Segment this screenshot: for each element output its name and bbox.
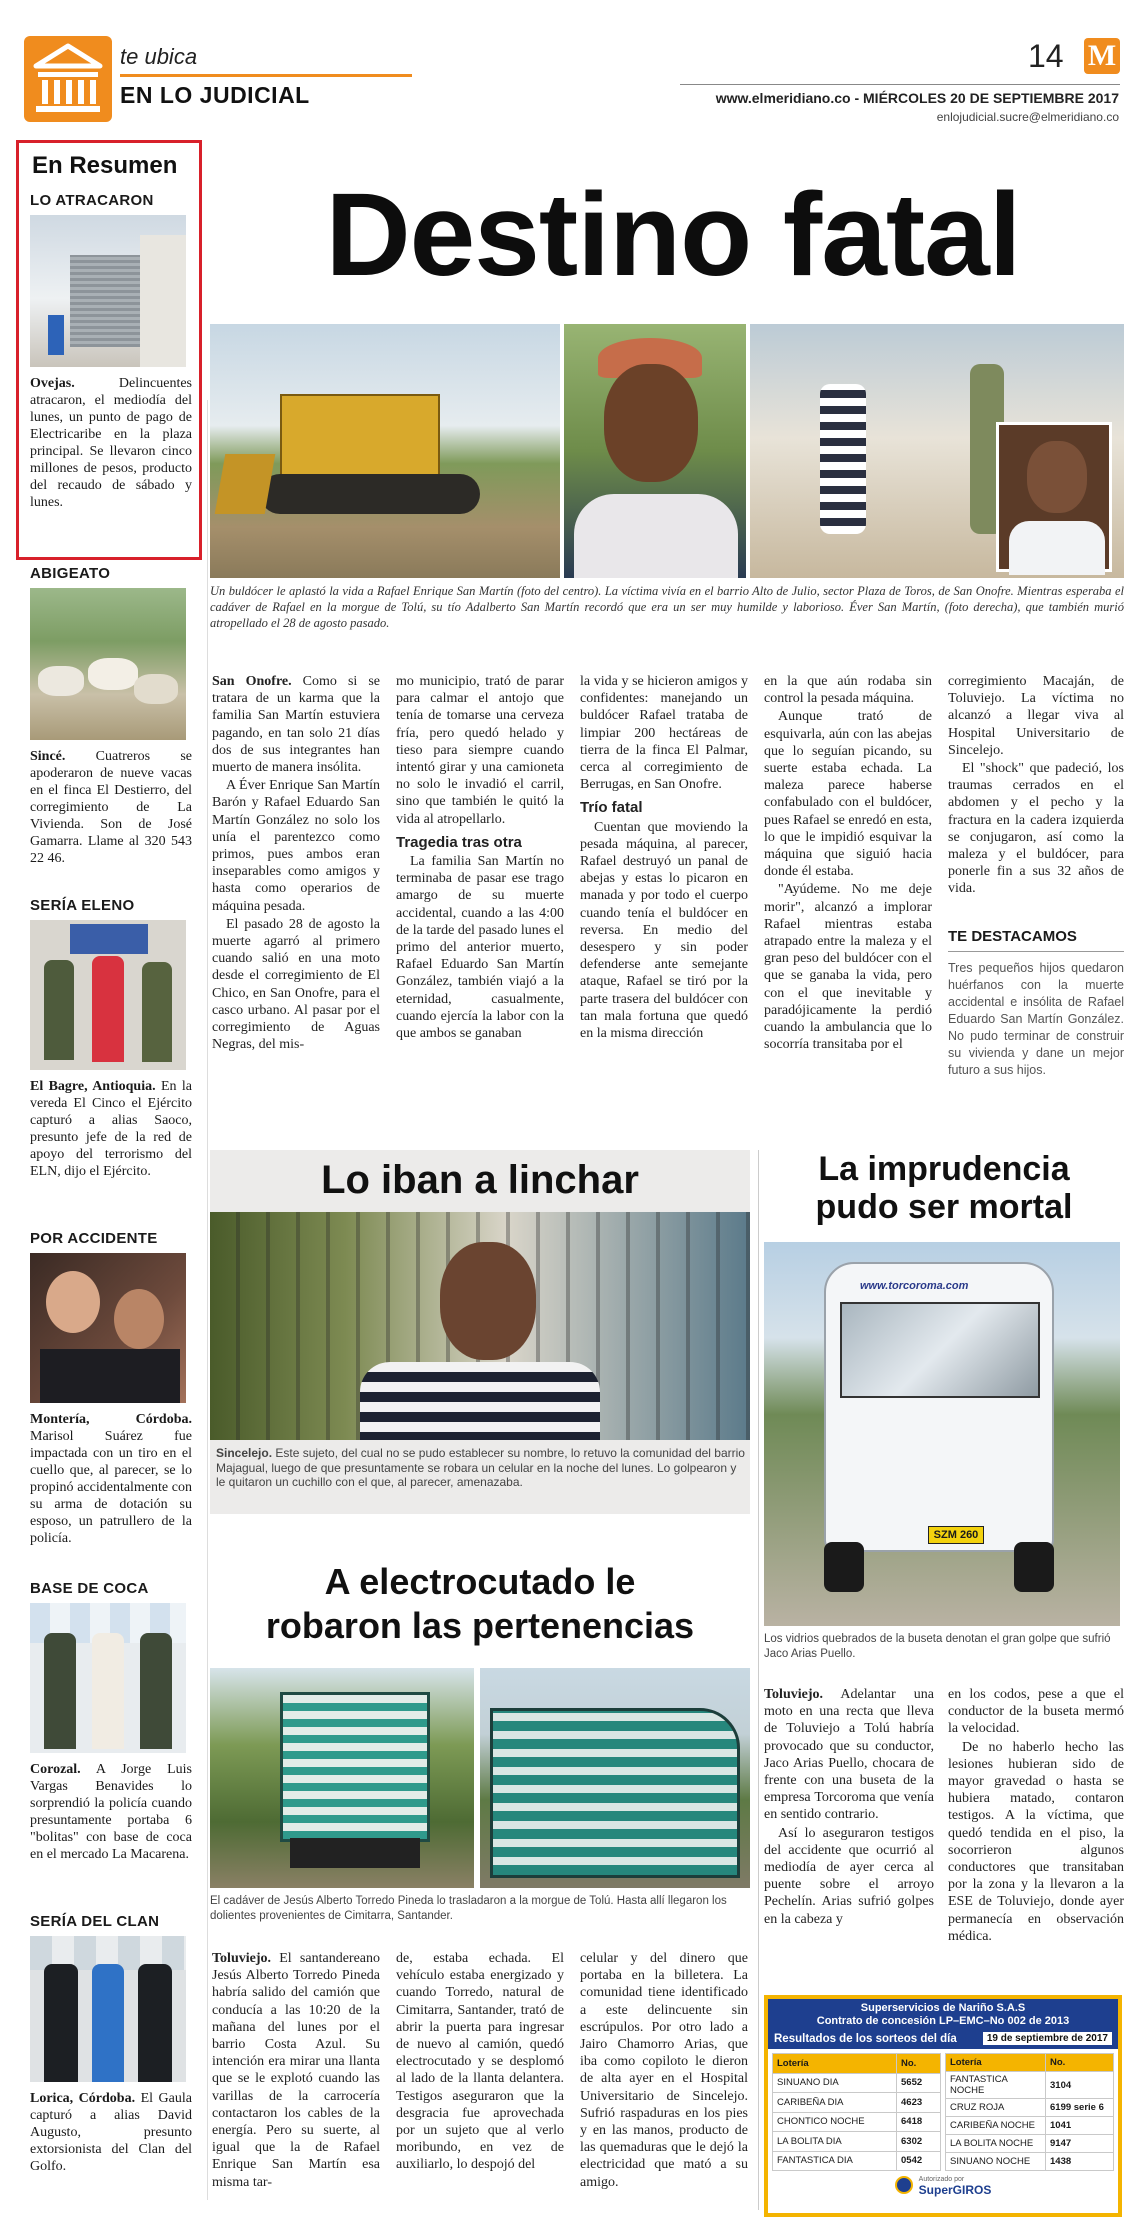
photo-inset-ever [996, 422, 1112, 572]
sidebar-text: Lorica, Córdoba. El Gaula capturó a alias David Augusto, presunto extorsionista del Clan del Golfo. [30, 2091, 192, 2174]
photo-truck-1 [210, 1668, 474, 1888]
linchar-caption: Sincelejo. Este sujeto, del cual no se pudo establecer su nombre, lo retuvo la comunidad del barrio Majagual, luego de que presuntamente se robara un celular en la noche del lunes. Lo golpearon y le quitaron un cuchillo con el que, al parecer, amenazaba. [216, 1446, 745, 1489]
electro-col-2: de, estaba echada. El vehículo estaba energizado y cuando Torredo, natural de Cimitarra, Santander, trató de abrir la puerta para ingresar de nuevo al camión, quedó electrocutado y se desplomó al lado de la llanta delantera. Testigos aseguraron que la desgracia fue aprovechada por un sujeto que al verlo moribundo, en vez de auxiliarlo, lo despojó del [396, 1951, 564, 2173]
linchar-box [210, 1150, 750, 1514]
photo-bulldozer [210, 324, 560, 578]
sidebar-item-por-accidente [30, 1230, 192, 1547]
photo-gaula-capture [30, 1936, 186, 2082]
main-col-2: mo municipio, trató de parar para calmar el antojo que tenía de tomarse una cerveza fría, pero quedó helado y tieso para siempre cuando intentó girar y una camioneta no solo le invadió el carril, sino que también le quitó la vida al atropellarlo. Tragedia tras otra La familia San Martín no terminaba de pasar ese trago amargo de su muerte accidental, cuando a las 4:00 de la tarde del pasado lunes el primo del anterior muerto, Rafael Eduardo San Martín González, también viajó a la eternidad, casualmente, cuando ejercía la labor con la que ambos se ganaban [396, 674, 564, 1042]
sidebar-head: SERÍA DEL CLAN [30, 1913, 160, 1930]
photo-truck-2 [480, 1668, 750, 1888]
sidebar-text: El Bagre, Antioquia. En la vereda El Cinco el Ejército capturó a alias Saoco, presunto jefe de la red de apoyo del terrorismo del ELN, dijo el Ejército. [30, 1079, 192, 1179]
photo-street-ever [750, 324, 1124, 578]
lottery-contract: Contrato de concesión LP–EMC–No 002 de 2013 [816, 2015, 1070, 2027]
main-col-3: la vida y se hicieron amigos y confidentes: manejando un buldócer Rafael trataba de limpiar 200 hectáreas de tierra de la finca El Palmar, cerca al corregimiento de Berrugas, en San Onofre. Trío fatal Cuentan que moviendo la pesada máquina, al parecer, Rafael destruyó un panal de abejas y estas lo picaron en manada y por todo el cuerpo cuando tenía el buldócer en reversa. En medio del desespero y sin poder defenderse ante semejante ataque, Rafael se tiró por la parte trasera del buldócer con tan mala fortuna que quedó en la misma dirección [580, 674, 748, 1042]
lottery-results-row [768, 2030, 1118, 2049]
lottery-date: 19 de septiembre de 2017 [983, 2032, 1112, 2045]
photo-detained-man [210, 1212, 750, 1440]
te-destacamos-title: TE DESTACAMOS [948, 928, 1124, 952]
subhead-tragedia: Tragedia tras otra [396, 833, 522, 851]
lottery-row: SINUANO DIA 5652 [773, 2073, 941, 2093]
section-title: EN LO JUDICIAL [120, 82, 310, 108]
photo-army-capture [30, 920, 186, 1070]
page-number: 14 [1028, 38, 1064, 74]
sidebar-head: BASE DE COCA [30, 1580, 149, 1597]
header-right-rule [680, 84, 1120, 85]
photo-couple [30, 1253, 186, 1403]
sidebar-item-seria-eleno [30, 897, 192, 1180]
courthouse-icon [24, 36, 112, 122]
imprudencia-col-2: en los codos, pese a que el conductor de la buseta mermó la velocidad. De no haberlo hecho las lesiones hubieran sido de mayor gravedad o hasta se hubiera matado, contaron testigos. A la víctima, que quedó tendida en el piso, la socorrieron algunos conductores que transitaban por la zona y la llevaron a la ESE de Toluviejo, donde ayer permanecía en observación médica. [948, 1687, 1124, 1944]
sidebar-title: En Resumen [32, 152, 178, 179]
van-brand: www.torcoroma.com [860, 1280, 969, 1292]
lottery-row: LA BOLITA DIA 6302 [773, 2132, 941, 2152]
lottery-results-label: Resultados de los sorteos del día [774, 2032, 957, 2045]
sidebar-item-base-de-coca [30, 1580, 192, 1863]
main-photo-caption: Un buldócer le aplastó la vida a Rafael Enrique San Martín (foto del centro). La víctima vivía en el barrio Alto de Julio, sector Plaza de Toros, de San Onofre. Mientras esperaba el cadáver de Rafael en la morgue de Tolú, su tío Adalberto San Martín recordó que era un ser muy humilde y laborioso. Éver San Martín, (foto derecha), que también murió atropellado el 28 de agosto pasado. [210, 584, 1124, 630]
lottery-header [768, 1999, 1118, 2030]
imprudencia-caption: Los vidrios quebrados de la buseta denotan el gran golpe que sufrió Jaco Arias Puello. [764, 1633, 1111, 1660]
sidebar-head: SERÍA ELENO [30, 897, 135, 914]
te-destacamos-box [948, 928, 1124, 1079]
electro-col-1: Toluviejo. El santandereano Jesús Alberto Torredo Pineda habría salido del camión que conducía a las 10:20 de la mañana del lunes por el barrio Costa Azul. Su intención era mirar una llanta que se le explotó cuando las varillas de la carrocería contactaron los cables de la energía. Pero su suerte, al igual que la de Rafael Enrique San Martín esa misma tar- [212, 1951, 380, 2190]
meridiano-logo [1084, 38, 1120, 74]
sidebar-divider [207, 400, 208, 2200]
imprudencia-title: La imprudencia pudo ser mortal [815, 1150, 1073, 1226]
sidebar-place: Ovejas. [30, 376, 75, 391]
supergiros-name: SuperGIROS [918, 2183, 992, 2197]
right-block-divider [758, 1150, 759, 2210]
electro-title: A electrocutado le robaron las pertenencias [265, 1561, 695, 1646]
main-col-4: en la que aún rodaba sin control la pesada máquina. Aunque trató de esquivarla, aún con las abejas que lo seguían picando, su suerte estaba echada. La maleza parece haberse confabulado con el buldócer, pues Rafael se enredó en esta, lo que le impidió esquivar la máquina que siguió hacia donde él estaba. "Ayúdeme. No me deje morir", alcanzó a implorar Rafael mientras estaba atrapado entre la maleza y el gran peso del buldócer con el que se ganaba la vida, pero con el que inevitable y paradójicamente la perdió cuando la ambulancia que lo socorría transitaba por el [764, 674, 932, 1053]
sidebar-text: Corozal. A Jorge Luis Vargas Benavides lo sorprendió la policía cuando presuntamente portaba 6 "bolitas" con base de coca en el mercado La Macarena. [30, 1762, 192, 1862]
main-headline: Destino fatal [325, 169, 1021, 301]
photo-police-capture [30, 1603, 186, 1753]
supergiros-logo-icon [895, 2176, 913, 2194]
lottery-row: CARIBEÑA NOCHE 1041 [946, 2117, 1114, 2135]
electro-col-3: celular y del dinero que portaba en la billetera. La comunidad tiene identificado a este delincuente sin escrúpulos. Por otro lado a Jairo Chamorro Arias, que iba como copiloto le dieron de alta ayer en el Hospital Universitario de Sincelejo. Sufrió raspaduras en los pies y en las manos, producto de las quemaduras que le dejó la electricidad que mató a su amigo. [580, 1951, 748, 2190]
lottery-row: CHONTICO NOCHE 6418 [773, 2112, 941, 2132]
photo-rafael [564, 324, 746, 578]
lottery-tables [768, 2049, 1118, 2171]
lottery-company: Superservicios de Nariño S.A.S [860, 2002, 1026, 2014]
sidebar-head: POR ACCIDENTE [30, 1230, 158, 1247]
van-plate: SZM 260 [928, 1526, 984, 1544]
lottery-row: LA BOLITA NOCHE 9147 [946, 2135, 1114, 2153]
lottery-row: CARIBEÑA DIA 4623 [773, 2093, 941, 2113]
electro-caption: El cadáver de Jesús Alberto Torredo Pineda lo trasladaron a la morgue de Tolú. Hasta allí llegaron los dolientes provenientes de Cimitarra, Santander. [210, 1895, 727, 1922]
sidebar-item-lo-atracaron [30, 192, 192, 511]
main-col-1: San Onofre. Como si se tratara de un karma que la familia San Martín estuviera pagando, en tan solo 21 días dos de sus integrantes han muerto de manera insólita. A Éver Enrique San Martín Barón y Rafael Eduardo San Martín González no solo los unía el parentezco como primos, pues ambos eran inseparables como amigos y hasta como operarios de máquina pesada. El pasado 28 de agosto la muerte agarró al primero cuando salió en una moto desde el corregimiento de El Chico, en San Onofre, para el casco urbano. Al pasar por el corregimiento de Aguas Negras, del mis- [212, 674, 380, 1053]
header-email: enlojudicial.sucre@elmeridiano.co [936, 110, 1119, 124]
lottery-row: CRUZ ROJA 6199 serie 6 [946, 2099, 1114, 2117]
sidebar-text: Sincé. Cuatreros se apoderaron de nueve vacas en el finca El Destierro, del corregimiento de La Vivienda. Son de José Gamarra. Llame al 320 543 22 46. [30, 749, 192, 866]
lottery-row: SINUANO NOCHE 1438 [946, 2153, 1114, 2171]
lottery-table-right: Lotería No. FANTASTICA NOCHE 3104 CRUZ ROJA 6199 serie 6 CARIBEÑA NOCHE 1041 LA BOLITA NOCHE 9147 SINUANO NOCHE 1438 [945, 2053, 1114, 2171]
subhead-trio-fatal: Trío fatal [580, 799, 643, 817]
photo-storefront [30, 215, 186, 367]
linchar-title: Lo iban a linchar [321, 1158, 639, 1202]
logo-letter: M [1087, 39, 1117, 72]
sidebar-text: Montería, Córdoba. Marisol Suárez fue impactada con un tiro en el cuello que, al parecer, se lo propinó accidentalmente con su arma de dotación su esposo, un patrullero de la policía. [30, 1412, 192, 1546]
section-header [24, 36, 394, 126]
header-rule [120, 74, 412, 77]
sidebar-head: LO ATRACARON [30, 192, 154, 209]
sidebar-item-abigeato [30, 565, 192, 867]
te-destacamos-text: Tres pequeños hijos quedaron huérfanos con la muerte accidental e insólita de Rafael Eduardo San Martín González. No pudo terminar de construir su vivienda y dane un mejor futuro a sus hijos. [948, 961, 1124, 1077]
photo-crashed-van [764, 1242, 1120, 1626]
lottery-row: FANTASTICA NOCHE 3104 [946, 2072, 1114, 2099]
photo-cattle [30, 588, 186, 740]
sidebar-text: Ovejas. Delincuentes atracaron, el mediodía del lunes, un punto de pago de Electricaribe en la plaza principal. Se llevaron cinco millones de pesos, producto del recaudo de sábado y lunes. [30, 376, 192, 510]
sidebar-head: ABIGEATO [30, 565, 111, 582]
imprudencia-col-1: Toluviejo. Adelantar una moto en una recta que lleva de Toluviejo a Tolú habría provocado que su conductor, Jaco Arias Puello, chocara de frente con una buseta de la empresa Torcoroma que venía en sentido contrario. Así lo aseguraron testigos del accidente que ocurrió al mediodía de ayer cerca al puente sobre el arroyo Pechelín. Arias sufrió golpes en la cabeza y [764, 1687, 934, 1927]
lottery-table-left: Lotería No. SINUANO DIA 5652 CARIBEÑA DIA 4623 CHONTICO NOCHE 6418 LA BOLITA DIA 6302 FANTASTICA DIA 0542 [772, 2053, 941, 2171]
lottery-box [764, 1995, 1122, 2217]
website-date: www.elmeridiano.co - MIÉRCOLES 20 DE SEPTIEMBRE 2017 [715, 90, 1119, 106]
main-col-5: corregimiento Macaján, de Toluviejo. La víctima no alcanzó a llegar viva al Hospital Universitario de Sincelejo. El "shock" que padeció, los traumas cerrados en el abdomen y el pecho y la fractura en la cadera izquierda se conjugaron, así como la maleza y el buldócer, para ponerle fin a sus 32 años de vida. [948, 674, 1124, 897]
supergiros-brand: Autorizado por SuperGIROS [768, 2175, 1118, 2195]
section-kicker: te ubica [120, 44, 198, 69]
lottery-row: FANTASTICA DIA 0542 [773, 2151, 941, 2171]
sidebar-item-seria-del-clan [30, 1913, 192, 2175]
